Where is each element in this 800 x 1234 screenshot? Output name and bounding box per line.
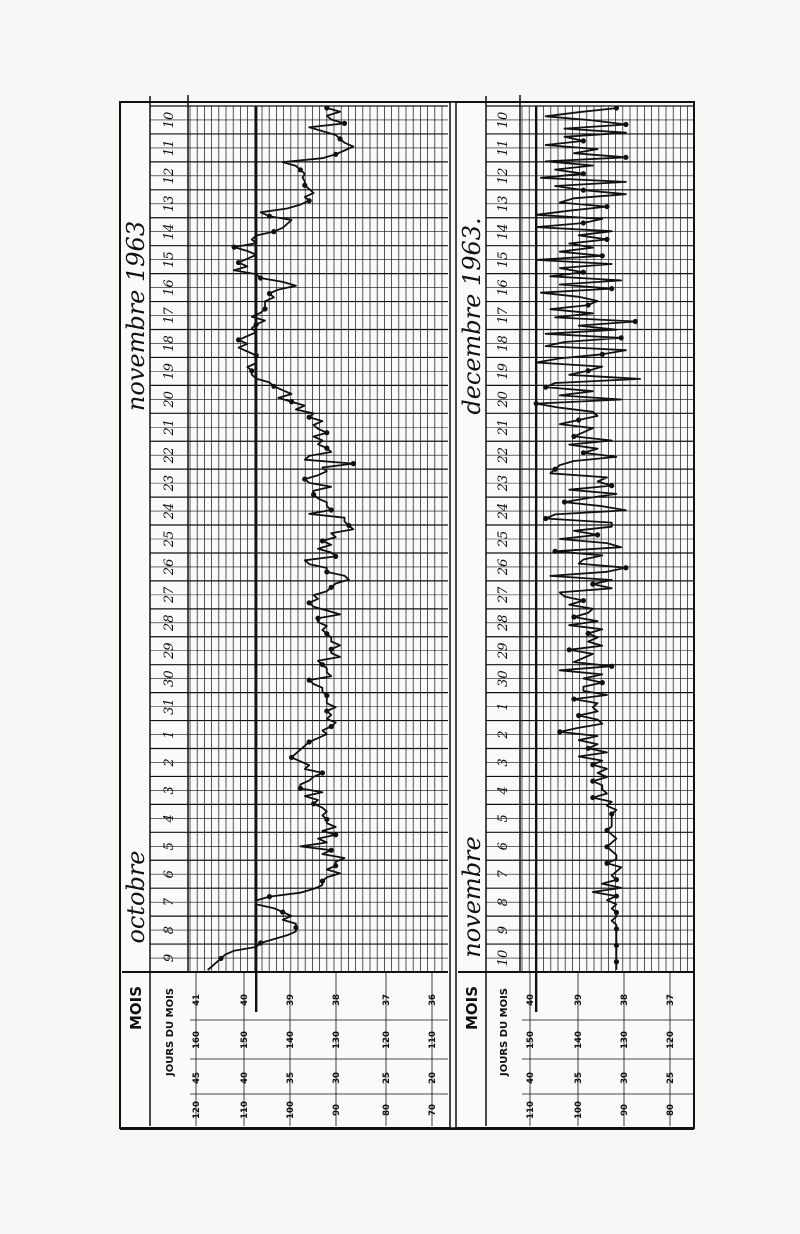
day-label: 29 [496,642,511,660]
jours-du-mois-label: JOURS DU MOIS [165,987,176,1077]
temperature-point [289,399,294,404]
temperature-point [576,417,581,422]
temperature-point [320,538,325,543]
temperature-point [307,600,312,605]
temperature-point [307,198,312,203]
day-label: 14 [496,223,511,240]
day-label: 25 [162,530,177,548]
scale-label-respiration: 25 [382,1072,392,1084]
day-label: 1 [162,730,177,739]
temperature-point [249,368,254,373]
scale-label-temperature: 40 [240,994,250,1006]
temperature-point [595,532,600,537]
temperature-point [609,286,614,291]
scale-label-temperature: 36 [428,994,438,1006]
temperature-point [581,450,586,455]
scale-label-respiration: 25 [666,1072,676,1084]
day-label: 11 [496,139,511,157]
temperature-point [590,582,595,587]
day-label: 10 [162,111,177,129]
scale-label-tension: 80 [666,1104,676,1116]
temperature-point [619,335,624,340]
temperature-point [623,155,628,160]
day-label: 23 [162,474,177,492]
scale-label-respiration: 45 [192,1072,202,1084]
day-label: 2 [162,758,177,767]
day-label: 20 [496,391,511,408]
day-label: 4 [496,786,511,795]
day-label: 27 [496,586,511,604]
temperature-point [346,523,351,528]
temperature-point [236,337,241,342]
temperature-point [324,817,329,822]
day-label: 27 [162,586,177,604]
day-label: 12 [162,167,177,185]
scale-label-pulse: 140 [286,1031,296,1049]
day-label: 3 [496,758,511,767]
temperature-point [581,270,586,275]
temperature-point [576,713,581,718]
scale-label-tension: 100 [574,1101,584,1119]
temperature-point [280,909,285,914]
day-label: 5 [496,814,511,823]
day-label: 6 [162,870,177,879]
temperature-point [271,384,276,389]
day-label: 21 [496,418,511,436]
scale-label-pulse: 130 [620,1031,630,1049]
temperature-point [271,229,276,234]
day-label: 2 [496,730,511,739]
day-label: 9 [496,925,511,935]
temperature-point [315,616,320,621]
day-label: 22 [496,446,511,464]
temperature-point [600,680,605,685]
temperature-point [333,832,338,837]
jours-du-mois-label: JOURS DU MOIS [499,987,510,1077]
day-label: 7 [162,898,177,907]
temperature-point [254,322,259,327]
day-label: 16 [162,279,177,296]
temperature-point [320,879,325,884]
scale-label-respiration: 35 [286,1072,296,1084]
scale-label-tension: 120 [192,1101,202,1119]
temperature-point [262,306,267,311]
scale-label-temperature: 40 [526,994,536,1006]
temperature-point [333,152,338,157]
day-label: 20 [162,391,177,408]
temperature-point [289,755,294,760]
outer-border [120,102,694,1128]
temperature-point [302,183,307,188]
temperature-point [609,811,614,816]
temperature-point [543,385,548,390]
temperature-point [293,925,298,930]
day-label: 29 [162,642,177,660]
temperature-point [324,569,329,574]
temperature-point [581,171,586,176]
scale-label-tension: 70 [428,1104,438,1116]
day-label: 19 [496,363,511,380]
temperature-point [311,492,316,497]
day-label: 19 [162,363,177,380]
chart-frame [120,102,694,1129]
day-label: 13 [162,195,177,213]
day-label: 5 [162,842,177,851]
temperature-point [604,861,609,866]
mois-label: MOIS [127,985,145,1031]
day-label: 26 [496,558,511,576]
day-label: 28 [496,614,511,632]
scale-label-temperature: 39 [286,994,296,1006]
temperature-point [586,368,591,373]
temperature-point [590,795,595,800]
temperature-point [614,877,619,882]
temperature-point [614,959,619,964]
temperature-point [236,260,241,265]
temperature-point [614,105,619,110]
temperature-point [557,729,562,734]
scale-label-respiration: 35 [574,1072,584,1084]
temperature-point [324,105,329,110]
temperature-point [298,167,303,172]
temperature-point [324,446,329,451]
temperature-point [581,188,586,193]
day-label: 9 [162,953,177,963]
day-label: 4 [162,814,177,823]
temperature-point [604,828,609,833]
day-label: 17 [496,307,511,324]
temperature-point [623,122,628,127]
temperature-point [307,415,312,420]
temperature-point [324,708,329,713]
day-label: 11 [162,139,177,157]
scale-label-respiration: 20 [428,1072,438,1084]
temperature-point [590,779,595,784]
temperature-point [590,762,595,767]
scale-label-pulse: 150 [526,1031,536,1049]
day-label: 8 [162,925,177,935]
temperature-point [329,848,334,853]
temperature-point [267,894,272,899]
scale-label-tension: 90 [620,1104,630,1116]
scale-label-pulse: 140 [574,1031,584,1049]
temperature-point [600,253,605,258]
temperature-point [600,352,605,357]
temperature-point [614,926,619,931]
day-label: 15 [496,251,511,268]
temperature-point [581,138,586,143]
temperature-point [562,499,567,504]
temperature-point [320,662,325,667]
scale-label-temperature: 37 [666,994,676,1006]
day-label: 10 [496,949,511,967]
day-label: 3 [162,786,177,795]
day-label: 10 [496,111,511,129]
day-label: 21 [162,418,177,436]
temperature-point [337,136,342,141]
temperature-point [329,585,334,590]
scale-label-respiration: 40 [240,1072,250,1084]
scale-label-temperature: 37 [382,994,392,1006]
scale-label-respiration: 30 [332,1072,342,1084]
temperature-point [298,786,303,791]
temperature-point [581,598,586,603]
day-label: 18 [496,335,511,352]
temperature-point [586,302,591,307]
day-label: 26 [162,558,177,576]
temperature-point [604,844,609,849]
scale-label-temperature: 38 [620,994,630,1006]
temperature-point [571,614,576,619]
temperature-point [604,237,609,242]
temperature-point [267,291,272,296]
temperature-point [307,678,312,683]
day-label: 8 [496,898,511,907]
temperature-point [324,430,329,435]
scale-label-temperature: 39 [574,994,584,1006]
temperature-point [329,647,334,652]
scale-label-pulse: 150 [240,1031,250,1049]
day-label: 15 [162,251,177,268]
temperature-point [534,401,539,406]
temperature-point [333,863,338,868]
temperature-point [351,461,356,466]
temperature-point [254,353,259,358]
temperature-point [324,631,329,636]
day-label: 14 [162,223,177,240]
temperature-point [342,121,347,126]
temperature-point [609,483,614,488]
temperature-point [232,245,237,250]
temperature-point [604,204,609,209]
month-label-2: novembre 1963 [122,220,150,412]
scale-label-temperature: 41 [192,994,202,1006]
scale-label-pulse: 110 [428,1031,438,1049]
scale-label-tension: 110 [240,1101,250,1119]
scale-label-tension: 80 [382,1104,392,1116]
day-label: 31 [162,698,177,715]
temperature-point [329,724,334,729]
temperature-point [333,554,338,559]
temperature-point [633,319,638,324]
temperature-point [609,664,614,669]
temperature-point [258,940,263,945]
temperature-point [258,275,263,280]
day-label: 30 [496,670,511,687]
temperature-point [614,943,619,948]
panel-separator [450,102,456,1128]
month-label-1: octobre [122,850,150,944]
day-label: 6 [496,842,511,851]
temperature-point [552,549,557,554]
temperature-point [267,214,272,219]
scale-label-tension: 110 [526,1101,536,1119]
scale-label-pulse: 120 [382,1031,392,1049]
temperature-point [302,476,307,481]
day-label: 12 [496,167,511,185]
scale-label-pulse: 130 [332,1031,342,1049]
day-label: 16 [496,279,511,296]
temperature-point [307,739,312,744]
temperature-point [614,893,619,898]
day-label: 24 [496,502,511,520]
day-label: 18 [162,335,177,352]
day-label: 30 [162,670,177,687]
temperature-point [218,956,223,961]
day-label: 22 [162,446,177,464]
temperature-point [586,631,591,636]
day-label: 25 [496,530,511,548]
month-label-2: decembre 1963. [458,217,486,415]
scale-label-respiration: 40 [526,1072,536,1084]
temperature-point [320,770,325,775]
month-label-1: novembre [458,836,486,958]
scale-label-tension: 90 [332,1104,342,1116]
scale-label-pulse: 160 [192,1031,202,1049]
temperature-point [324,693,329,698]
day-label: 7 [496,870,511,879]
temperature-point [614,910,619,915]
scale-label-tension: 100 [286,1101,296,1119]
mois-label: MOIS [463,985,481,1031]
scale-label-pulse: 120 [666,1031,676,1049]
day-label: 24 [162,502,177,520]
temperature-point [311,801,316,806]
day-label: 28 [162,614,177,632]
temperature-point [581,220,586,225]
temperature-point [623,565,628,570]
temperature-point [571,696,576,701]
scale-label-temperature: 38 [332,994,342,1006]
day-label: 13 [496,195,511,213]
day-label: 1 [496,702,511,711]
temperature-point [567,647,572,652]
day-label: 17 [162,307,177,324]
day-label: 23 [496,474,511,492]
temperature-point [586,746,591,751]
temperature-point [552,467,557,472]
temperature-point [543,516,548,521]
temperature-point [329,507,334,512]
scale-label-respiration: 30 [620,1072,630,1084]
temperature-point [571,434,576,439]
